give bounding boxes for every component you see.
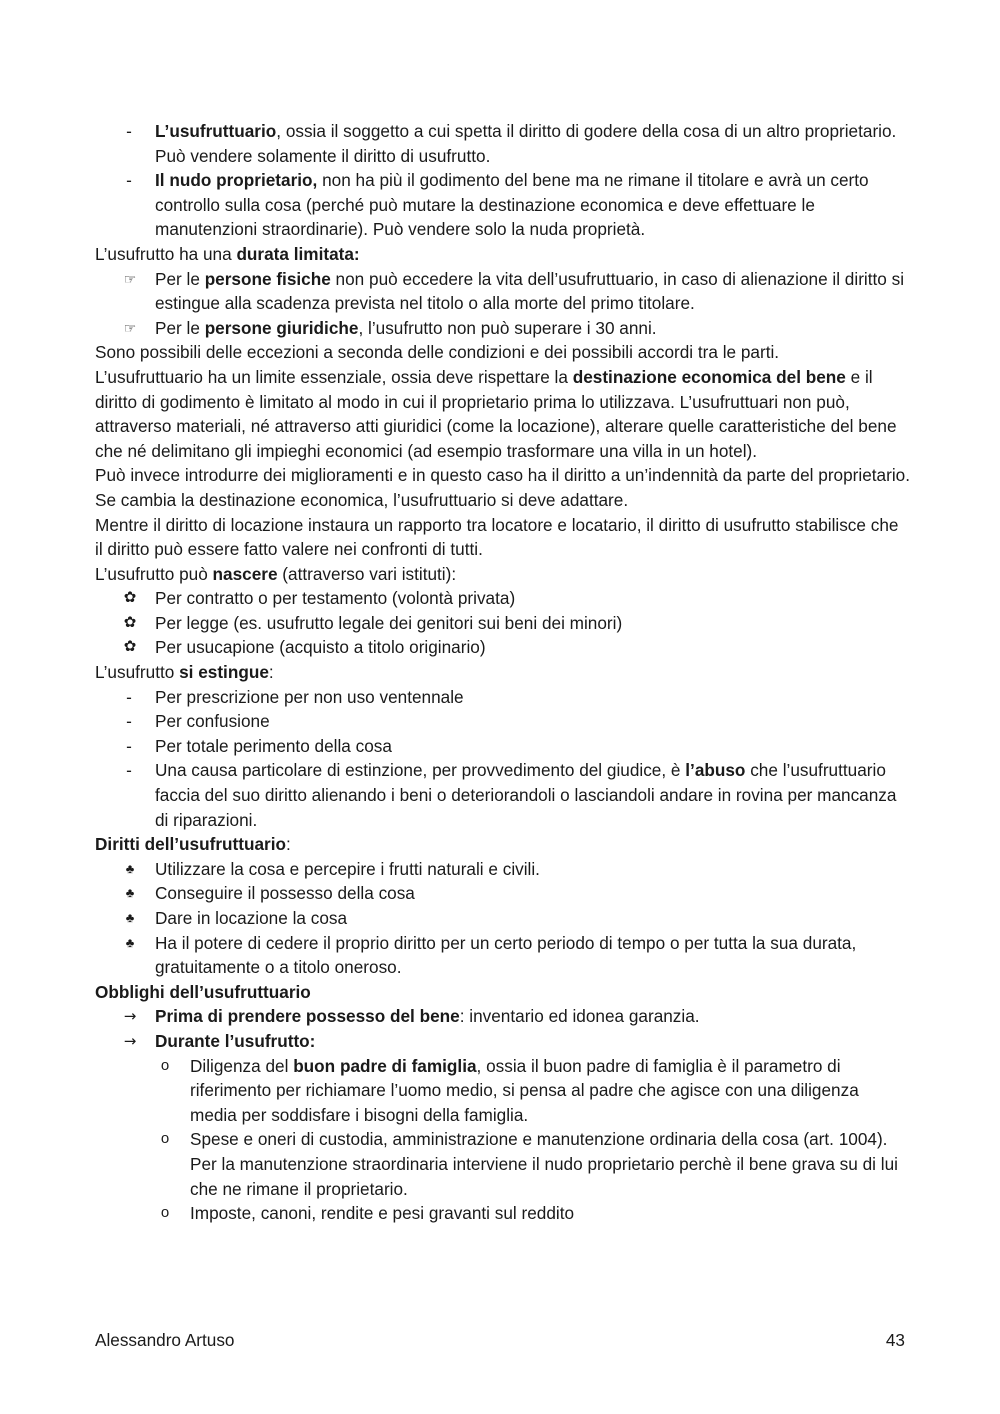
list-item: ♣ Conseguire il possesso della cosa [95, 881, 910, 906]
list-item: → Prima di prendere possesso del bene: inventario ed idonea garanzia. [95, 1004, 910, 1029]
circle-bullet-icon: o [160, 1204, 170, 1222]
circle-bullet-icon: o [160, 1056, 170, 1074]
club-icon: ♣ [125, 934, 135, 950]
circle-bullet-icon: o [160, 1130, 170, 1148]
document-page [95, 119, 910, 1226]
term-bold: Il nudo proprietario, [155, 170, 318, 191]
dash-bullet: - [126, 735, 132, 756]
list-item: ✿ Per contratto o per testamento (volontà privata) [95, 586, 910, 611]
flower-icon: ✿ [123, 638, 137, 656]
list-item: - Una causa particolare di estinzione, per provvedimento del giudice, è l’abuso che l’usufruttuario faccia del suo diritto alienando i beni o deteriorandoli o lasciandoli andare in rovina per mancanza di riparazioni. [95, 758, 910, 832]
pointing-hand-icon: ☞ [123, 270, 137, 287]
sub-list-item: o Spese e oneri di custodia, amministrazione e manutenzione ordinaria della cosa (art. 1004). Per la manutenzione straordinaria interviene il nudo proprietario perchè il bene grava su di lui che ne rimane il proprietario. [95, 1127, 910, 1201]
dash-bullet: - [126, 170, 132, 191]
paragraph: Può invece introdurre dei miglioramenti e in questo caso ha il diritto a un’indennità da parte del proprietario. Se cambia la destinazione economica, l’usufruttuario si deve adattare. [95, 465, 910, 510]
diritti-heading: Diritti dell’usufruttuario: [95, 834, 291, 855]
flower-icon: ✿ [123, 613, 137, 631]
club-icon: ♣ [125, 860, 135, 876]
list-item: ☞ Per le persone giuridiche, l’usufrutto non può superare i 30 anni. [95, 316, 910, 341]
dash-bullet: - [126, 121, 132, 141]
dash-bullet: - [126, 760, 132, 781]
list-item: ☞ Per le persone fisiche non può eccedere la vita dell’usufruttuario, in caso di alienazione il diritto si estingue alla scadenza prevista nel titolo o alla morte del primo titolare. [95, 267, 910, 316]
obblighi-heading: Obblighi dell’usufruttuario [95, 981, 311, 1002]
list-item: ✿ Per usucapione (acquisto a titolo originario) [95, 635, 910, 660]
pointing-hand-icon: ☞ [123, 319, 137, 336]
paragraph: L’usufruttuario ha un limite essenziale, ossia deve rispettare la destinazione economica del bene e il diritto di godimento è limitato al modo in cui il proprietario prima lo utilizzava. L’usufruttuari non può, attraverso materiali, né attraverso atti giuridici (come la locazione), alterare quelle caratteristiche del bene che né delimitano gli impieghi economici (ad esempio trasformare una villa in un hotel). [95, 366, 897, 461]
item-text: , ossia il soggetto a cui spetta il diritto di godere della cosa di un altro proprietario. Può vendere solamente il diritto di usufrutto. [155, 121, 897, 166]
list-item: - Per confusione [95, 709, 910, 734]
sub-list-item: o Diligenza del buon padre di famiglia, ossia il buon padre di famiglia è il parametro di riferimento per richiamare l’uomo medio, si pensa al padre che agisce con una diligenza media per soddisfare i bisogni della famiglia. [95, 1054, 910, 1128]
page-number: 43 [885, 1330, 905, 1350]
item-text: non ha più il godimento del bene ma ne rimane il titolare e avrà un certo controllo sulla cosa (perché può mutare la destinazione economica e deve effettuare le manutenzioni straordinarie). Può vendere solo la nuda proprietà. [155, 170, 869, 240]
list-item: ♣ Utilizzare la cosa e percepire i frutti naturali e civili. [95, 857, 910, 882]
list-item: - Per totale perimento della cosa [95, 734, 910, 759]
list-item [95, 119, 910, 168]
club-icon: ♣ [125, 885, 135, 901]
paragraph: Mentre il diritto di locazione instaura un rapporto tra locatore e locatario, il diritto di usufrutto stabilisce che il diritto può essere fatto valere nei confronti di tutti. [95, 514, 899, 560]
list-item: - Per prescrizione per non uso ventennale [95, 685, 910, 710]
sub-list-item: o Imposte, canoni, rendite e pesi gravanti sul reddito [95, 1201, 910, 1226]
list-item [95, 168, 910, 242]
flower-icon: ✿ [123, 589, 137, 607]
list-item: ♣ Dare in locazione la cosa [95, 906, 910, 931]
arrow-right-icon: → [123, 1007, 137, 1026]
durata-heading: L’usufrutto ha una durata limitata: [95, 243, 360, 264]
nascere-heading: L’usufrutto può nascere (attraverso vari istituti): [95, 563, 457, 584]
arrow-right-icon: → [123, 1031, 137, 1050]
term-bold: L’usufruttuario [155, 121, 277, 141]
club-icon: ♣ [125, 910, 135, 925]
list-item: → Durante l’usufrutto: [95, 1029, 910, 1054]
list-item: ♣ Ha il potere di cedere il proprio diritto per un certo periodo di tempo o per tutta la sua durata, gratuitamente o a titolo oneroso. [95, 931, 910, 980]
dash-bullet: - [126, 711, 132, 732]
paragraph: Sono possibili delle eccezioni a seconda delle condizioni e dei possibili accordi tra le parti. [95, 342, 780, 363]
footer-author: Alessandro Artuso [95, 1330, 235, 1350]
estingue-heading: L’usufrutto si estingue: [95, 662, 274, 683]
dash-bullet: - [126, 686, 132, 707]
list-item: ✿ Per legge (es. usufrutto legale dei genitori sui beni dei minori) [95, 611, 910, 636]
